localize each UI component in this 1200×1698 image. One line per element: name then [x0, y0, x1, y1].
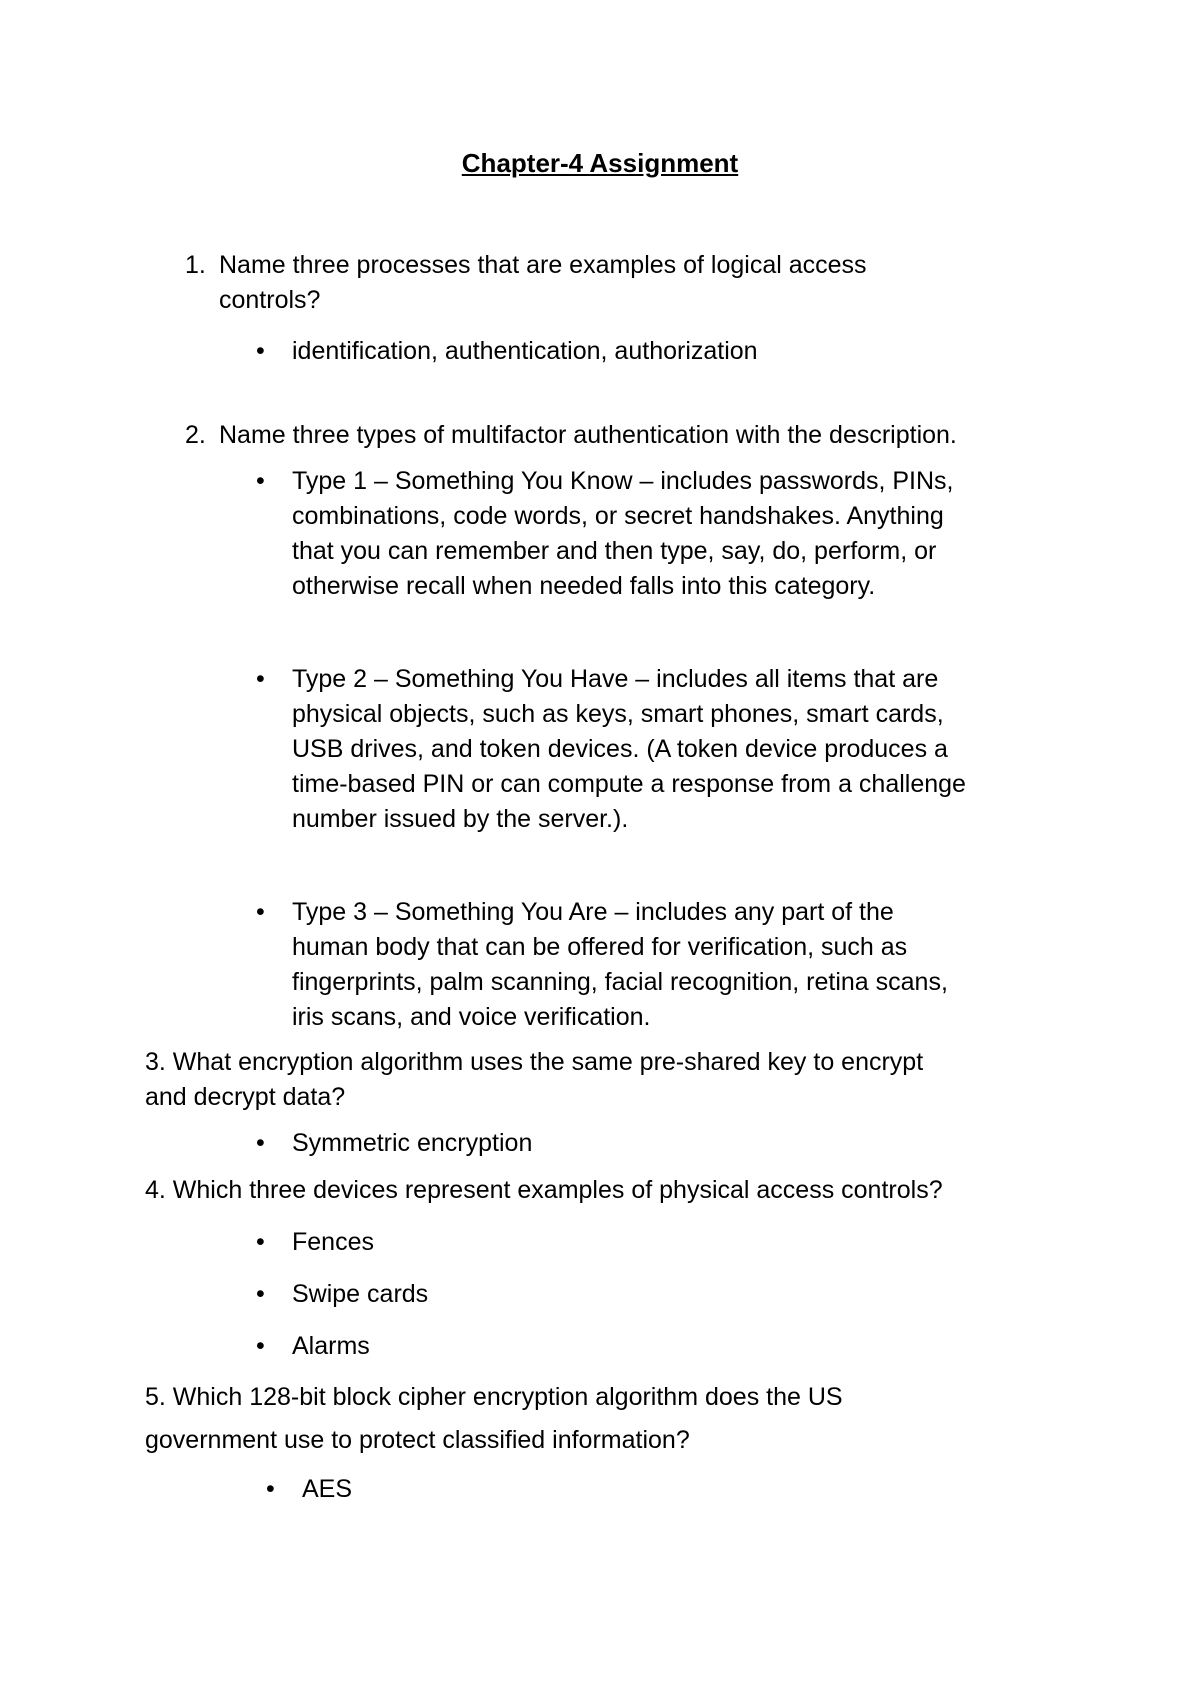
- q2-type1-line-3: that you can remember and then type, say, do, perform, or: [292, 537, 937, 565]
- q4-question: 4. Which three devices represent examples of physical access controls?: [145, 1176, 943, 1204]
- q1-line-1: Name three processes that are examples of logical access: [219, 251, 867, 279]
- q5-line-2: government use to protect classified information?: [145, 1426, 690, 1454]
- q4-answer-3: Alarms: [292, 1332, 370, 1360]
- bullet-icon: •: [256, 467, 265, 495]
- q4-answer-1: Fences: [292, 1228, 374, 1256]
- q3-line-2: and decrypt data?: [145, 1083, 346, 1111]
- q2-number: 2.: [185, 421, 206, 449]
- q2-type3-line-3: fingerprints, palm scanning, facial recognition, retina scans,: [292, 968, 948, 996]
- q2-type2-line-1: Type 2 – Something You Have – includes all items that are: [292, 665, 939, 693]
- document-title: Chapter-4 Assignment: [461, 148, 739, 178]
- q3-line-1: 3. What encryption algorithm uses the same pre-shared key to encrypt: [145, 1048, 924, 1076]
- q1-number: 1.: [185, 251, 206, 279]
- q2-type1-line-2: combinations, code words, or secret handshakes. Anything: [292, 502, 944, 530]
- bullet-icon: •: [256, 1228, 265, 1256]
- q1-answer: identification, authentication, authorization: [292, 337, 758, 365]
- bullet-icon: •: [256, 337, 265, 365]
- q2-type3-line-1: Type 3 – Something You Are – includes any part of the: [292, 898, 894, 926]
- bullet-icon: •: [256, 1332, 265, 1360]
- q4-answer-2: Swipe cards: [292, 1280, 429, 1308]
- q1-line-2: controls?: [219, 286, 321, 314]
- q2-type1-line-1: Type 1 – Something You Know – includes passwords, PINs,: [292, 467, 954, 495]
- q2-type2-line-3: USB drives, and token devices. (A token device produces a: [292, 735, 948, 763]
- q2-type1-line-4: otherwise recall when needed falls into this category.: [292, 572, 876, 600]
- q2-type3-line-4: iris scans, and voice verification.: [292, 1003, 651, 1031]
- q5-answer: AES: [302, 1475, 353, 1503]
- q2-type2-line-4: time-based PIN or can compute a response from a challenge: [292, 770, 966, 798]
- bullet-icon: •: [256, 1129, 265, 1157]
- q5-line-1: 5. Which 128-bit block cipher encryption algorithm does the US: [145, 1383, 843, 1411]
- bullet-icon: •: [256, 898, 265, 926]
- bullet-icon: •: [266, 1475, 275, 1503]
- bullet-icon: •: [256, 1280, 265, 1308]
- bullet-icon: •: [256, 665, 265, 693]
- q2-type2-line-5: number issued by the server.).: [292, 805, 629, 833]
- q3-answer: Symmetric encryption: [292, 1129, 533, 1157]
- q2-question: Name three types of multifactor authentication with the description.: [219, 421, 957, 449]
- q2-type2-line-2: physical objects, such as keys, smart phones, smart cards,: [292, 700, 944, 728]
- q2-type3-line-2: human body that can be offered for verification, such as: [292, 933, 908, 961]
